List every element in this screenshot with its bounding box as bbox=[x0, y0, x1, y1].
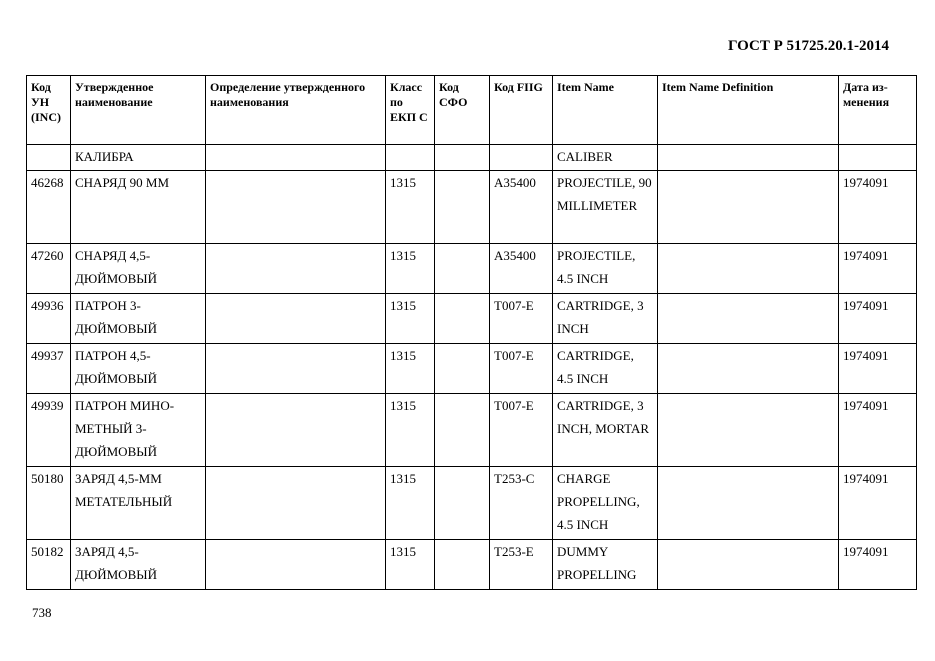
cell-name-definition bbox=[206, 394, 386, 467]
cell-inc: 49936 bbox=[27, 294, 71, 344]
column-header-item-name: Item Name bbox=[553, 76, 658, 145]
cell-item-name: CARTRIDGE, 4.5 INCH bbox=[553, 344, 658, 394]
cell-approved-name: ПАТРОН МИНО- МЕТНЫЙ 3- ДЮЙМОВЫЙ bbox=[71, 394, 206, 467]
cell-fiig: A35400 bbox=[490, 244, 553, 294]
cell-name-definition bbox=[206, 294, 386, 344]
cell-item-name: CHARGE PROPELLING, 4.5 INCH bbox=[553, 467, 658, 540]
cell-fiig: T007-E bbox=[490, 294, 553, 344]
column-header-fiig: Код FIIG bbox=[490, 76, 553, 145]
cell-class: 1315 bbox=[386, 171, 435, 244]
cell-change-date bbox=[839, 145, 917, 171]
column-header-approved-name: Утвержденное наименование bbox=[71, 76, 206, 145]
cell-fiig: T007-E bbox=[490, 344, 553, 394]
table-row bbox=[27, 344, 917, 394]
cell-approved-name: ЗАРЯД 4,5- ДЮЙМОВЫЙ bbox=[71, 540, 206, 590]
cell-sfo bbox=[435, 394, 490, 467]
cell-sfo bbox=[435, 467, 490, 540]
cell-fiig: A35400 bbox=[490, 171, 553, 244]
table-header-row bbox=[27, 76, 917, 145]
cell-fiig bbox=[490, 145, 553, 171]
cell-name-definition bbox=[206, 467, 386, 540]
cell-sfo bbox=[435, 145, 490, 171]
cell-class: 1315 bbox=[386, 344, 435, 394]
table-row bbox=[27, 145, 917, 171]
cell-item-name-definition bbox=[658, 344, 839, 394]
cell-inc: 50182 bbox=[27, 540, 71, 590]
cell-inc: 49939 bbox=[27, 394, 71, 467]
cell-change-date: 1974091 bbox=[839, 467, 917, 540]
cell-name-definition bbox=[206, 145, 386, 171]
cell-class: 1315 bbox=[386, 294, 435, 344]
table-row bbox=[27, 540, 917, 590]
cell-name-definition bbox=[206, 540, 386, 590]
cell-fiig: T253-E bbox=[490, 540, 553, 590]
column-header-inc: Код УН (INC) bbox=[27, 76, 71, 145]
table-row bbox=[27, 294, 917, 344]
cell-inc bbox=[27, 145, 71, 171]
cell-approved-name: СНАРЯД 4,5- ДЮЙМОВЫЙ bbox=[71, 244, 206, 294]
cell-class: 1315 bbox=[386, 467, 435, 540]
cell-sfo bbox=[435, 171, 490, 244]
cell-change-date: 1974091 bbox=[839, 344, 917, 394]
cell-item-name: CARTRIDGE, 3 INCH, MORTAR bbox=[553, 394, 658, 467]
cell-item-name-definition bbox=[658, 244, 839, 294]
cell-change-date: 1974091 bbox=[839, 294, 917, 344]
cell-approved-name: ЗАРЯД 4,5-ММ МЕТАТЕЛЬНЫЙ bbox=[71, 467, 206, 540]
page-number: 738 bbox=[32, 605, 52, 620]
column-header-sfo: Код СФО bbox=[435, 76, 490, 145]
cell-item-name-definition bbox=[658, 467, 839, 540]
cell-sfo bbox=[435, 244, 490, 294]
items-table bbox=[26, 75, 917, 590]
cell-sfo bbox=[435, 540, 490, 590]
cell-change-date: 1974091 bbox=[839, 540, 917, 590]
cell-class bbox=[386, 145, 435, 171]
cell-change-date: 1974091 bbox=[839, 394, 917, 467]
cell-item-name-definition bbox=[658, 394, 839, 467]
cell-inc: 50180 bbox=[27, 467, 71, 540]
cell-approved-name: ПАТРОН 3- ДЮЙМОВЫЙ bbox=[71, 294, 206, 344]
cell-approved-name: СНАРЯД 90 ММ bbox=[71, 171, 206, 244]
cell-item-name: DUMMY PROPELLING bbox=[553, 540, 658, 590]
column-header-change-date: Дата из- менения bbox=[839, 76, 917, 145]
cell-inc: 46268 bbox=[27, 171, 71, 244]
table-row bbox=[27, 171, 917, 244]
cell-item-name: PROJECTILE, 4.5 INCH bbox=[553, 244, 658, 294]
table-row bbox=[27, 244, 917, 294]
cell-item-name-definition bbox=[658, 294, 839, 344]
cell-sfo bbox=[435, 294, 490, 344]
column-header-class: Класс по ЕКП С bbox=[386, 76, 435, 145]
cell-name-definition bbox=[206, 244, 386, 294]
cell-item-name: PROJECTILE, 90 MILLIMETER bbox=[553, 171, 658, 244]
standard-code: ГОСТ Р 51725.20.1-2014 bbox=[727, 38, 889, 54]
column-header-item-name-definition: Item Name Definition bbox=[658, 76, 839, 145]
cell-item-name-definition bbox=[658, 145, 839, 171]
cell-class: 1315 bbox=[386, 244, 435, 294]
cell-approved-name: ПАТРОН 4,5- ДЮЙМОВЫЙ bbox=[71, 344, 206, 394]
cell-class: 1315 bbox=[386, 540, 435, 590]
cell-inc: 47260 bbox=[27, 244, 71, 294]
cell-change-date: 1974091 bbox=[839, 171, 917, 244]
table-row bbox=[27, 394, 917, 467]
cell-item-name-definition bbox=[658, 171, 839, 244]
column-header-name-definition: Определение утвержденного наименования bbox=[206, 76, 386, 145]
cell-name-definition bbox=[206, 344, 386, 394]
cell-inc: 49937 bbox=[27, 344, 71, 394]
cell-approved-name: КАЛИБРА bbox=[71, 145, 206, 171]
cell-fiig: T253-C bbox=[490, 467, 553, 540]
cell-item-name: CARTRIDGE, 3 INCH bbox=[553, 294, 658, 344]
cell-sfo bbox=[435, 344, 490, 394]
cell-change-date: 1974091 bbox=[839, 244, 917, 294]
cell-fiig: T007-E bbox=[490, 394, 553, 467]
cell-name-definition bbox=[206, 171, 386, 244]
cell-item-name: CALIBER bbox=[553, 145, 658, 171]
table-row bbox=[27, 467, 917, 540]
cell-class: 1315 bbox=[386, 394, 435, 467]
cell-item-name-definition bbox=[658, 540, 839, 590]
